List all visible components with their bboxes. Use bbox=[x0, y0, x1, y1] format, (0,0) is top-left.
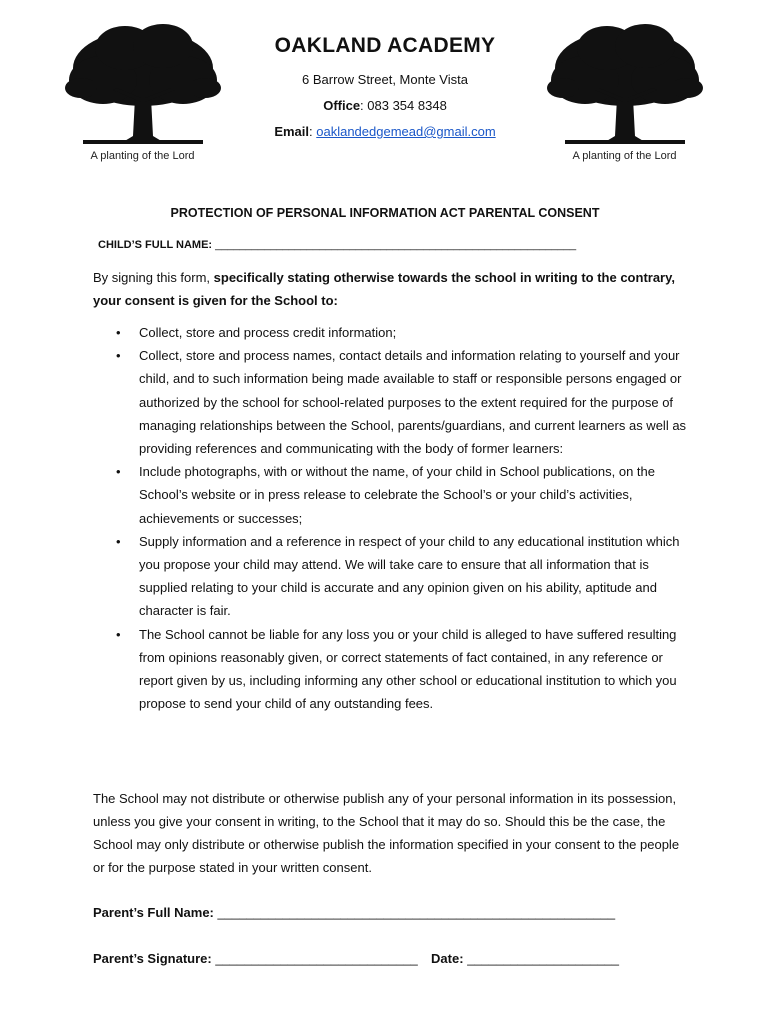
school-address: 6 Barrow Street, Monte Vista bbox=[302, 72, 468, 87]
email-sep: : bbox=[309, 124, 317, 139]
bullet-icon: • bbox=[116, 626, 121, 642]
signature-row bbox=[93, 951, 619, 966]
office-label: Office bbox=[323, 98, 361, 113]
tagline: A planting of the Lord bbox=[572, 150, 677, 162]
date-label: Date: bbox=[431, 951, 464, 966]
parent-name-blank[interactable]: _______________________________________________________ bbox=[217, 905, 616, 920]
list-item: • Supply information and a reference in respect of your child to any educational institution which you propose your child may attend. We will take care to ensure that all information that is supplied relating to your child is accurate and any opinion given on his ability, aptitude and character is fair. bbox=[93, 530, 693, 623]
child-name-label: CHILD’S FULL NAME: bbox=[98, 239, 213, 251]
date-blank[interactable]: _____________________ bbox=[467, 951, 620, 966]
list-item: • Collect, store and process credit information; bbox=[93, 321, 693, 344]
child-name-blank[interactable]: ___________________________________________________________ bbox=[215, 239, 577, 251]
office-phone bbox=[0, 98, 770, 113]
list-item: • Collect, store and process names, contact details and information relating to yourself and your child, and to such information being made available to staff or responsible persons engaged or authorized by the school for school-related purposes to the extent required for the purpose of managing relationships between the School, parents/guardians, and current learners as well as providing references and communicating with the body of former learners: bbox=[93, 344, 693, 460]
letterhead bbox=[0, 34, 770, 139]
intro-plain: By signing this form, bbox=[93, 270, 214, 285]
bullet-icon: • bbox=[116, 325, 121, 340]
parent-name-field[interactable] bbox=[93, 905, 615, 920]
list-item: • Include photographs, with or without the name, of your child in School publications, on the School’s website or in press release to celebrate the School’s or your child’s activities, achievements or successes; bbox=[93, 460, 693, 530]
school-email bbox=[0, 124, 770, 139]
form-title: PROTECTION OF PERSONAL INFORMATION ACT PARENTAL CONSENT bbox=[170, 206, 600, 220]
bullet-icon: • bbox=[116, 348, 121, 364]
consent-intro bbox=[93, 266, 693, 312]
parent-name-label: Parent’s Full Name: bbox=[93, 905, 214, 920]
parent-signature-label: Parent’s Signature: bbox=[93, 951, 212, 966]
list-item: • The School cannot be liable for any loss you or your child is alleged to have suffered resulting from opinions reasonably given, or correct statements of fact contained, in any reference or report given by us, including informing any other school or educational institution to which you propose to send your child of any outstanding fees. bbox=[93, 623, 693, 716]
bullet-icon: • bbox=[116, 533, 121, 549]
parent-signature-blank[interactable]: ____________________________ bbox=[215, 951, 418, 966]
office-value: : 083 354 8348 bbox=[360, 98, 447, 113]
consent-items bbox=[93, 321, 693, 715]
child-name-field[interactable] bbox=[98, 239, 576, 251]
email-label: Email bbox=[274, 124, 310, 139]
intro-bold: specifically stating otherwise towards the school in writing to the contrary, your consent is given for the School to: bbox=[93, 270, 675, 308]
bullet-icon: • bbox=[116, 464, 121, 480]
email-link[interactable]: oaklandedgemead@gmail.com bbox=[316, 124, 496, 139]
school-name: OAKLAND ACADEMY bbox=[274, 34, 496, 57]
tagline: A planting of the Lord bbox=[90, 150, 195, 162]
closing-paragraph: The School may not distribute or otherwise publish any of your personal information in its possession, unless you give your consent in writing, to the School that it may do so. Should this be the case, the School may only distribute or otherwise publish the information specified in your consent to the people or for the purpose stated in your written consent. bbox=[93, 791, 680, 875]
